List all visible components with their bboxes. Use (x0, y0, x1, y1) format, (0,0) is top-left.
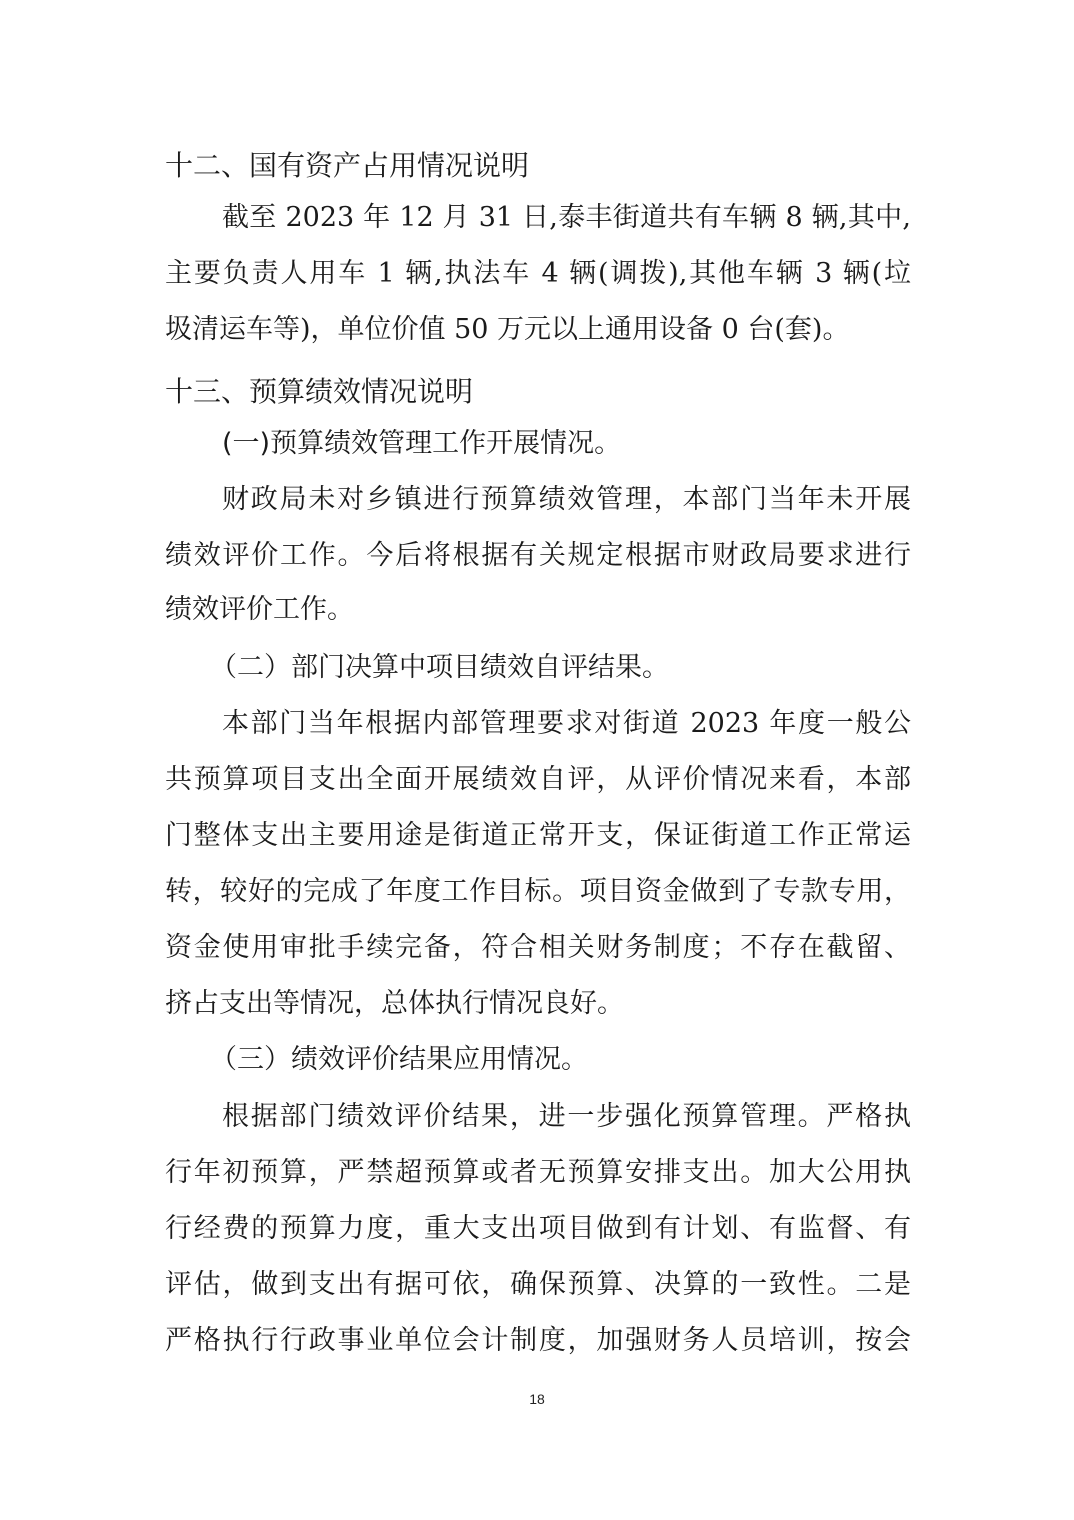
paragraph-line: 资金使用审批手续完备，符合相关财务制度；不存在截留、 (165, 932, 911, 963)
paragraph-line: 挤占支出等情况，总体执行情况良好。 (165, 988, 624, 1019)
paragraph-line: 行年初预算，严禁超预算或者无预算安排支出。加大公用执 (165, 1157, 911, 1188)
paragraph-line: 财政局未对乡镇进行预算绩效管理，本部门当年未开展 (222, 484, 911, 515)
subsection-3-title: （三）绩效评价结果应用情况。 (210, 1044, 588, 1075)
paragraph-line: 绩效评价工作。 (165, 594, 354, 625)
paragraph-line: 行经费的预算力度，重大支出项目做到有计划、有监督、有 (165, 1213, 911, 1244)
paragraph-line: 评估，做到支出有据可依，确保预算、决算的一致性。二是 (165, 1269, 911, 1300)
paragraph-line: 严格执行行政事业单位会计制度，加强财务人员培训，按会 (165, 1325, 911, 1356)
paragraph-line: 共预算项目支出全面开展绩效自评，从评价情况来看，本部 (165, 764, 911, 795)
paragraph-line: 绩效评价工作。今后将根据有关规定根据市财政局要求进行 (165, 540, 911, 571)
paragraph-line: 转，较好的完成了年度工作目标。项目资金做到了专款专用， (165, 876, 911, 907)
paragraph-line: 圾清运车等)，单位价值 50 万元以上通用设备 0 台(套)。 (165, 314, 850, 345)
paragraph-line: 主要负责人用车 1 辆,执法车 4 辆(调拨),其他车辆 3 辆(垃 (165, 258, 911, 289)
subsection-1-title: (一)预算绩效管理工作开展情况。 (222, 428, 622, 459)
paragraph-line: 截至 2023 年 12 月 31 日,泰丰街道共有车辆 8 辆,其中, (222, 202, 911, 233)
subsection-2-title: （二）部门决算中项目绩效自评结果。 (210, 652, 669, 683)
page-number: 18 (529, 1391, 545, 1407)
paragraph-line: 本部门当年根据内部管理要求对街道 2023 年度一般公 (222, 708, 911, 739)
section-12-heading: 十二、国有资产占用情况说明 (165, 149, 530, 182)
paragraph-line: 门整体支出主要用途是街道正常开支，保证街道工作正常运 (165, 820, 911, 851)
section-13-heading: 十三、预算绩效情况说明 (165, 375, 474, 408)
paragraph-line: 根据部门绩效评价结果，进一步强化预算管理。严格执 (222, 1101, 911, 1132)
